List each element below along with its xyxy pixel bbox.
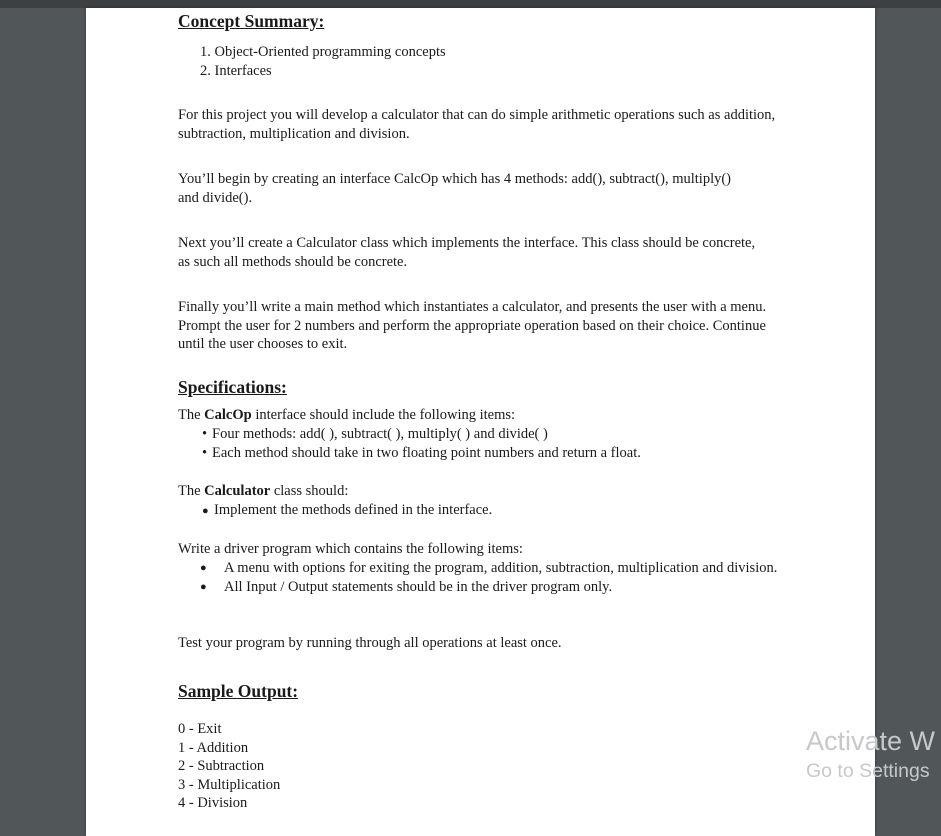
calcop-item: • Each method should take in two floating point numbers and return a float. xyxy=(202,444,641,463)
driver-item: ● All Input / Output statements should be in the driver program only. xyxy=(200,578,613,595)
sample-output-line: 1 - Addition xyxy=(178,739,249,756)
concept-item: 2. Interfaces xyxy=(200,62,272,79)
test-line: Test your program by running through all operations at least once. xyxy=(178,635,562,651)
main-method-paragraph: Finally you’ll write a main method which instantiates a calculator, and presents the user with a menu. Prompt the user for 2 numbers and perform the appropriate operation based on their choice. Continue until the user chooses to exit. xyxy=(178,299,767,353)
driver-item: ● A menu with options for exiting the program, addition, subtraction, multiplication and division. xyxy=(200,560,778,576)
sample-output-line: 0 - Exit xyxy=(178,721,222,737)
document-page xyxy=(86,8,875,836)
watermark-line1: Activate W xyxy=(806,726,936,756)
calculator-class-paragraph: Next you’ll create a Calculator class which implements the interface. This class should be concrete, as such all methods should be concrete. xyxy=(178,235,756,270)
watermark-line2: Go to Settings xyxy=(806,760,930,782)
concept-item: 1. Object-Oriented programming concepts xyxy=(200,44,446,60)
calcop-intro: The CalcOp interface should include the following items: xyxy=(178,407,516,423)
calcop-item: • Four methods: add( ), subtract( ), multiply( ) and divide( ) xyxy=(202,425,641,444)
calculator-intro: The Calculator class should: xyxy=(178,483,349,499)
sample-output-line: 2 - Subtraction xyxy=(178,758,265,775)
sample-output-heading: Sample Output: xyxy=(178,681,299,701)
intro-paragraph: For this project you will develop a calculator that can do simple arithmetic operations such as addition, subtraction, multiplication and division. xyxy=(178,107,776,142)
calculator-item: ● Implement the methods defined in the interface. xyxy=(202,501,492,521)
windows-activation-watermark xyxy=(806,724,935,784)
viewer-top-bar xyxy=(0,0,941,8)
concept-summary-heading: Concept Summary: xyxy=(178,11,325,31)
sample-output-list xyxy=(178,720,280,813)
interface-paragraph: You’ll begin by creating an interface CalcOp which has 4 methods: add(), subtract(), multiply() and divide(). xyxy=(178,171,732,206)
sample-output-line: 3 - Multiplication xyxy=(178,776,281,793)
calculator-list xyxy=(202,501,492,521)
specifications-heading: Specifications: xyxy=(178,377,287,397)
concept-list xyxy=(200,43,446,80)
driver-list xyxy=(200,559,780,596)
sample-output-line: 4 - Division xyxy=(178,795,248,812)
driver-intro: Write a driver program which contains the following items: xyxy=(178,541,523,557)
calcop-list xyxy=(202,425,641,462)
